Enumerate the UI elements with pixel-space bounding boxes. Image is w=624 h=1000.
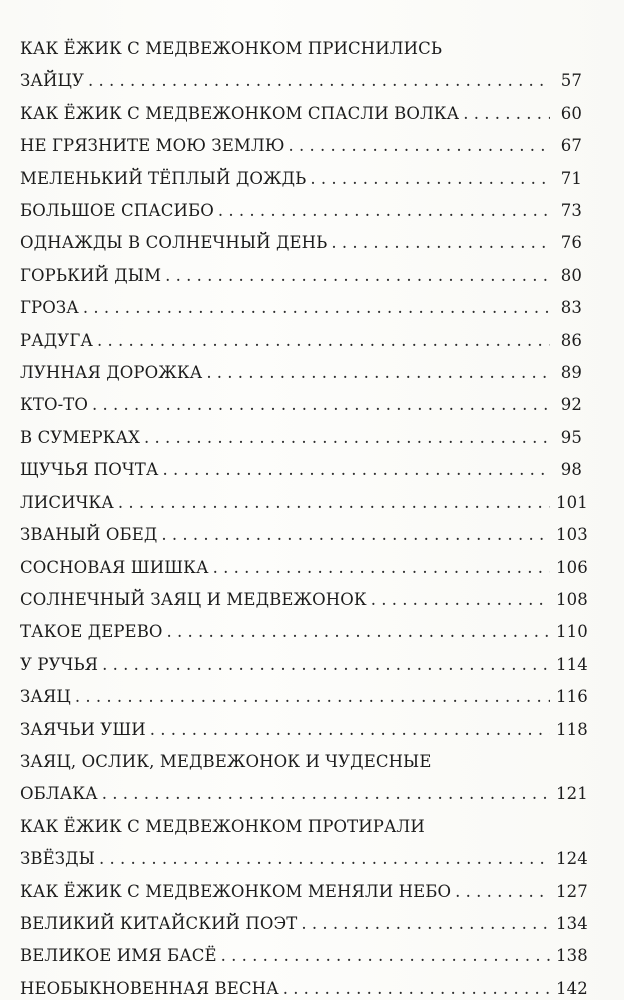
toc-entry	[20, 649, 588, 681]
toc-entry-title: ЛИСИЧКА	[20, 492, 114, 512]
toc-entry-line	[20, 843, 588, 875]
toc-entry-title: ТАКОЕ ДЕРЕВО	[20, 622, 163, 642]
toc-entry	[20, 227, 582, 259]
toc-entry	[20, 940, 588, 972]
toc-entry-line	[20, 616, 588, 648]
toc-entry	[20, 292, 582, 324]
toc-entry	[20, 552, 588, 584]
dot-leader	[331, 227, 550, 259]
toc-entry-page-number: 124	[556, 849, 588, 869]
toc-entry-line	[20, 98, 582, 130]
toc-entry	[20, 973, 588, 1000]
toc-entry-line	[20, 876, 588, 908]
toc-entry	[20, 454, 582, 486]
toc-entry-title: КАК ЁЖИК С МЕДВЕЖОНКОМ СПАСЛИ ВОЛКА	[20, 103, 460, 123]
table-of-contents	[20, 33, 588, 1000]
dot-leader	[102, 649, 550, 681]
toc-entry	[20, 616, 588, 648]
toc-entry-page-number: 67	[560, 136, 582, 156]
toc-entry-title-first-line: КАК ЁЖИК С МЕДВЕЖОНКОМ ПРИСНИЛИСЬ	[20, 39, 443, 58]
toc-entry-page-number: 138	[556, 946, 588, 966]
dot-leader	[162, 454, 550, 486]
toc-entry	[20, 811, 588, 876]
toc-entry-page-number: 92	[560, 395, 582, 415]
toc-entry	[20, 714, 588, 746]
toc-entry-page-number: 118	[556, 719, 588, 739]
toc-entry-line	[20, 357, 582, 389]
toc-entry-title: ВЕЛИКИЙ КИТАЙСКИЙ ПОЭТ	[20, 913, 298, 933]
toc-entry-title: ЩУЧЬЯ ПОЧТА	[20, 460, 159, 480]
toc-entry-line	[20, 681, 588, 713]
toc-entry-line	[20, 940, 588, 972]
toc-entry-page-number: 106	[556, 557, 588, 577]
toc-entry-page-number: 142	[556, 978, 588, 998]
dot-leader	[97, 325, 550, 357]
toc-entry-page-number: 98	[560, 460, 582, 480]
dot-leader	[102, 778, 550, 810]
toc-entry-page-number: 73	[560, 201, 582, 221]
dot-leader	[221, 940, 550, 972]
toc-entry-title: ГОРЬКИЙ ДЫМ	[20, 265, 162, 285]
dot-leader	[75, 681, 550, 713]
dot-leader	[150, 714, 550, 746]
toc-entry-title: В СУМЕРКАХ	[20, 427, 140, 447]
toc-entry	[20, 746, 588, 811]
toc-entry	[20, 389, 582, 421]
toc-entry	[20, 98, 582, 130]
toc-entry-page-number: 57	[560, 71, 582, 91]
toc-entry-line	[20, 714, 588, 746]
toc-entry-page-number: 103	[556, 525, 588, 545]
toc-entry-line	[20, 389, 582, 421]
dot-leader	[167, 616, 550, 648]
dot-leader	[99, 843, 550, 875]
toc-entry	[20, 325, 582, 357]
dot-leader	[88, 65, 550, 97]
toc-entry-title-first-line: ЗАЯЦ, ОСЛИК, МЕДВЕЖОНОК И ЧУДЕСНЫЕ	[20, 751, 432, 771]
toc-entry-title: ГРОЗА	[20, 298, 79, 318]
toc-entry-line	[20, 292, 582, 324]
toc-entry-page-number: 89	[560, 363, 582, 383]
toc-entry-page-number: 114	[556, 654, 588, 674]
toc-entry	[20, 33, 582, 98]
toc-entry-page-number: 86	[560, 330, 582, 350]
toc-entry-title: КАК ЁЖИК С МЕДВЕЖОНКОМ МЕНЯЛИ НЕБО	[20, 881, 452, 901]
toc-entry-line	[20, 325, 582, 357]
toc-entry-page-number: 101	[556, 492, 588, 512]
toc-entry	[20, 681, 588, 713]
dot-leader	[118, 487, 550, 519]
toc-entry-line	[20, 649, 588, 681]
dot-leader	[83, 292, 550, 324]
dot-leader	[289, 130, 550, 162]
toc-entry-title: МЕЛЕНЬКИЙ ТЁПЛЫЙ ДОЖДЬ	[20, 168, 307, 188]
toc-entry	[20, 487, 588, 519]
dot-leader	[463, 98, 550, 130]
toc-entry-line	[20, 454, 582, 486]
toc-entry-line	[20, 973, 588, 1000]
toc-entry-title: НЕ ГРЯЗНИТЕ МОЮ ЗЕМЛЮ	[20, 136, 285, 156]
toc-entry	[20, 130, 582, 162]
dot-leader	[455, 876, 550, 908]
toc-entry-line	[20, 908, 588, 940]
toc-entry-page-number: 60	[560, 103, 582, 123]
toc-entry-title: СОСНОВАЯ ШИШКА	[20, 557, 209, 577]
toc-entry-page-number: 121	[556, 784, 588, 804]
toc-entry-page-number: 116	[556, 687, 588, 707]
toc-entry	[20, 908, 588, 940]
toc-entry-title: ВЕЛИКОЕ ИМЯ БАСЁ	[20, 946, 217, 966]
toc-entry-line	[20, 65, 582, 97]
toc-entry-page-number: 76	[560, 233, 582, 253]
dot-leader	[371, 584, 550, 616]
toc-entry-page-number: 134	[556, 913, 588, 933]
dot-leader	[218, 195, 550, 227]
toc-entry-line	[20, 227, 582, 259]
dot-leader	[161, 519, 550, 551]
toc-entry-title: ЛУННАЯ ДОРОЖКА	[20, 363, 203, 383]
toc-entry-title: ЗВЁЗДЫ	[20, 849, 95, 869]
dot-leader	[92, 389, 550, 421]
toc-entry-title: У РУЧЬЯ	[20, 654, 99, 674]
dot-leader	[206, 357, 550, 389]
toc-entry-title: ЗАЯЧЬИ УШИ	[20, 719, 146, 739]
toc-entry	[20, 584, 588, 616]
toc-entry-title-first-line: КАК ЁЖИК С МЕДВЕЖОНКОМ ПРОТИРАЛИ	[20, 816, 425, 836]
toc-entry-line	[20, 552, 588, 584]
dot-leader	[301, 908, 550, 940]
toc-entry-line	[20, 584, 588, 616]
toc-entry-title: РАДУГА	[20, 330, 93, 350]
toc-entry-line	[20, 260, 582, 292]
toc-entry-page-number: 95	[560, 427, 582, 447]
toc-entry-line	[20, 130, 582, 162]
toc-entry-page-number: 110	[556, 622, 588, 642]
dot-leader	[213, 552, 550, 584]
toc-entry-line	[20, 195, 582, 227]
dot-leader	[165, 260, 550, 292]
toc-entry-title: СОЛНЕЧНЫЙ ЗАЯЦ И МЕДВЕЖОНОК	[20, 589, 367, 609]
toc-entry-page-number: 108	[556, 589, 588, 609]
toc-entry-title: ЗВАНЫЙ ОБЕД	[20, 525, 158, 545]
toc-entry-title: НЕОБЫКНОВЕННАЯ ВЕСНА	[20, 978, 279, 998]
toc-entry	[20, 519, 588, 551]
toc-entry	[20, 195, 582, 227]
toc-entry	[20, 357, 582, 389]
toc-entry	[20, 260, 582, 292]
toc-entry-title: ОДНАЖДЫ В СОЛНЕЧНЫЙ ДЕНЬ	[20, 233, 328, 253]
toc-entry-page-number: 127	[556, 881, 588, 901]
toc-entry-title: ЗАЯЦ	[20, 687, 71, 707]
toc-entry-line	[20, 163, 582, 195]
toc-entry-line	[20, 778, 588, 810]
toc-entry-page-number: 80	[560, 265, 582, 285]
toc-entry-line	[20, 487, 588, 519]
dot-leader	[144, 422, 550, 454]
toc-entry-page-number: 83	[560, 298, 582, 318]
toc-entry-title: БОЛЬШОЕ СПАСИБО	[20, 201, 214, 221]
toc-entry-page-number: 71	[560, 168, 582, 188]
toc-entry	[20, 876, 588, 908]
toc-entry-title: КТО-ТО	[20, 395, 89, 415]
toc-entry	[20, 163, 582, 195]
toc-entry-title: ЗАЙЦУ	[20, 71, 84, 91]
toc-entry	[20, 422, 582, 454]
toc-entry-line	[20, 519, 588, 551]
dot-leader	[283, 973, 550, 1000]
toc-entry-title: ОБЛАКА	[20, 784, 98, 804]
toc-entry-line	[20, 422, 582, 454]
dot-leader	[310, 163, 550, 195]
